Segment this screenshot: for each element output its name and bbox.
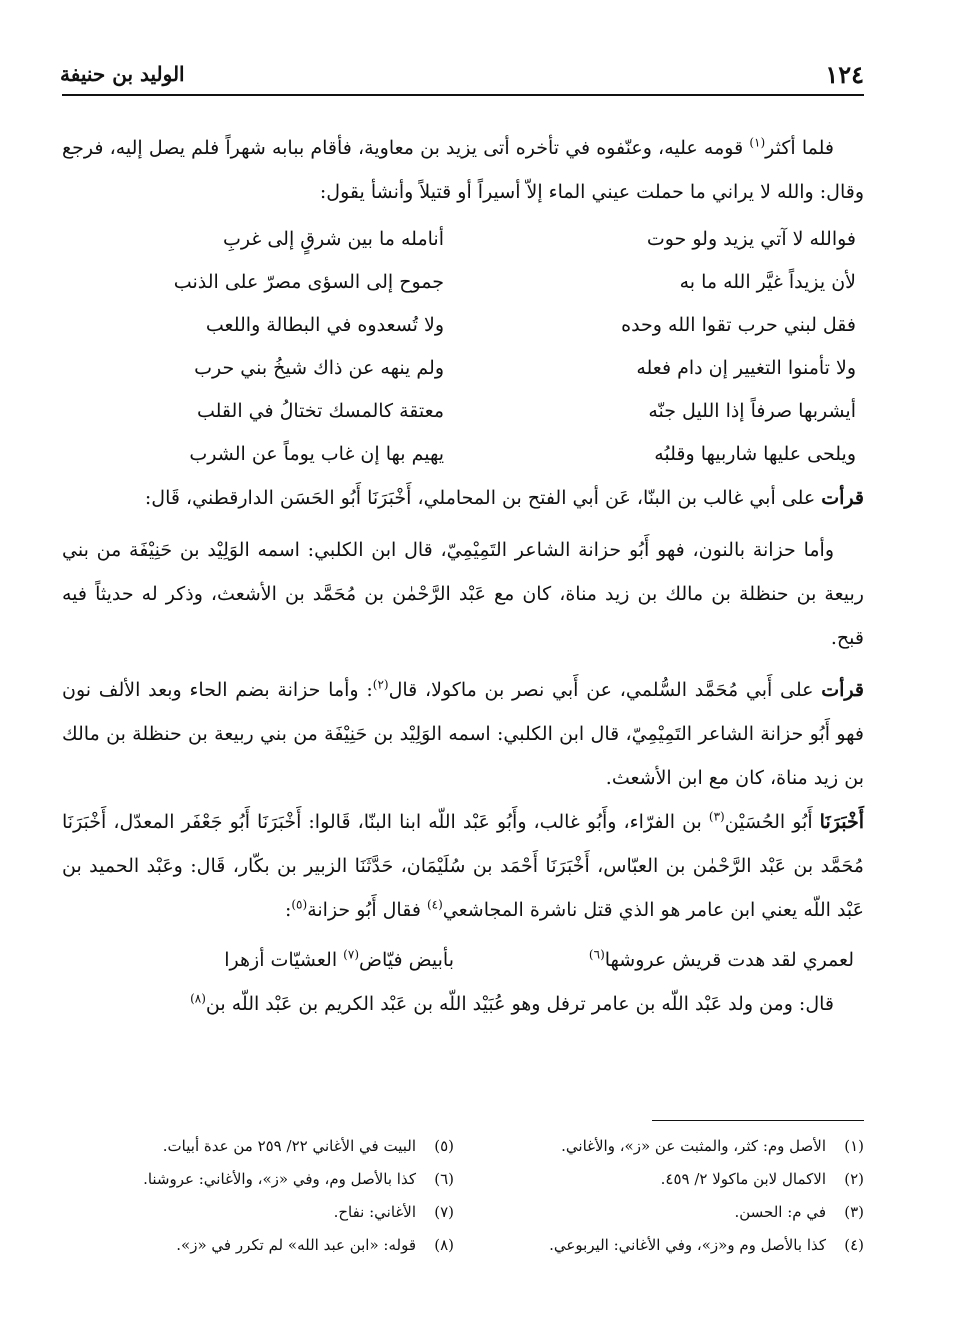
single-verse-first [589, 938, 854, 982]
verse-first-hemistich: لأن يزيداً غيَّر الله ما به [679, 271, 856, 293]
footnote-item [74, 1130, 454, 1163]
paragraph-4 [62, 668, 864, 800]
verse-row [62, 433, 864, 476]
footnote-number: (١) [844, 1137, 864, 1155]
p5-text-a: أَبُو الحُسَيْن [724, 811, 820, 833]
verse-row [62, 261, 864, 304]
footnote-ref-2[interactable]: (٢) [372, 677, 389, 692]
footnote-number: (٤) [844, 1236, 864, 1254]
p4-lead-word: قرأت [821, 679, 864, 701]
running-title: الوليد بن حنيفة [60, 62, 185, 86]
footnote-ref-7[interactable]: (٧) [343, 947, 359, 962]
footnote-item [74, 1163, 454, 1196]
footnote-item [484, 1196, 864, 1229]
footnote-text: الاكمال لابن ماكولا ٢/ ٤٥٩. [660, 1170, 826, 1188]
single-verse-second [224, 938, 454, 982]
verse-first-hemistich: فقل لبني حرب تقوا الله وحده [621, 314, 856, 336]
footnotes-right-column [484, 1130, 864, 1262]
footnote-text: في م: الحسن. [734, 1203, 826, 1221]
p1-text-a: فلما أكثر [765, 137, 834, 159]
footnote-text: الأغاني: نفاح. [333, 1203, 416, 1221]
footnote-item [484, 1229, 864, 1262]
verse-second-hemistich: ولا تُسعدوه في البطالة واللعب [205, 314, 444, 336]
footnote-ref-1[interactable]: (١) [749, 135, 766, 150]
footnote-ref-8[interactable]: (٨) [190, 991, 206, 1006]
verse-first-hemistich: أيشربها صرفاً إذا الليل جنّه [648, 400, 856, 422]
footnote-text: الأصل وم: كثر، والمثبت عن «ز»، والأغاني. [561, 1137, 826, 1155]
footnote-text: قوله: «ابن عبد الله» لم تكرر في «ز». [176, 1236, 416, 1254]
paragraph-1 [62, 126, 864, 214]
footnote-number: (٧) [434, 1203, 454, 1221]
single-verse [62, 938, 864, 982]
p4-text-a: على أَبي مُحَمَّد السُّلمي، عن أَبي نصر بن ماكولا، قال [388, 679, 822, 701]
verse-second-hemistich: معتقة كالمسك تختالُ في القلب [196, 400, 444, 422]
single-verse-second-text-b: العشيّات أزهرا [224, 949, 344, 971]
verse-second-hemistich: جموح إلى السؤى مصرّ على الذنب [173, 271, 444, 293]
paragraph-3: وأما حزانة بالنون، فهو أَبُو حزانة الشاعر التَمِيْمِيّ، قال ابن الكلبي: اسمه الوَلِيْد بن حَنِيْفَة من بني ربيعة بن حنظلة بن مالك بن زيد مناة، كان مع عَبْد الرَّحْمٰن بن مُحَمَّد بن الأشعث، وذكر له حديثاً فيه قبح. [62, 539, 864, 649]
p2-text: على أبي غالب بن البنّا، عَن أبي الفتح بن المحاملي، أَخْبَرَنَا أَبُو الحَسَن الدارقطني، قَال: [144, 487, 822, 509]
footnote-item [74, 1196, 454, 1229]
verse-first-hemistich: ولا تأمنوا التغيير إن دام فعله [636, 357, 856, 379]
p6-text: قال: ومن ولد عَبْد اللّه بن عامر ترفل وهو عُبَيْد اللّه بن عَبْد الكريم بن عَبْد اللّه بن [205, 993, 834, 1015]
verse-row [62, 218, 864, 261]
footnote-number: (٣) [844, 1203, 864, 1221]
page-number: ١٢٤ [825, 60, 864, 89]
page-header [60, 56, 864, 92]
p5-text-c: فقال أَبُو حزانة [307, 899, 427, 921]
footnote-item [484, 1163, 864, 1196]
footnote-ref-6[interactable]: (٦) [588, 947, 605, 962]
p2-lead-word: قرأت [821, 487, 864, 509]
poem-verses [62, 218, 864, 476]
main-text [62, 126, 864, 1026]
footnote-number: (٨) [434, 1236, 454, 1254]
footnote-text: البيت في الأغاني ٢٢/ ٢٥٩ من عدة أبيات. [162, 1137, 416, 1155]
p1-text-b: قومه عليه، وعنّفوه في تأخره أتى يزيد بن معاوية، فأقام ببابه شهراً فلم يصل إليه، فرجع وقال: والله لا يراني ما حملت عيني الماء إلاّ أسيراً أو قتيلاً وأنشأ يقول: [62, 137, 864, 203]
footnote-text: كذا بالأصل وم و«ز»، وفي الأغاني: اليربوعي. [549, 1236, 826, 1254]
footnote-item [484, 1130, 864, 1163]
footnotes-left-column [74, 1130, 454, 1262]
footnote-rule [652, 1120, 864, 1121]
footnote-number: (٥) [434, 1137, 454, 1155]
paragraph-5 [62, 800, 864, 932]
p4-text-b: : وأما حزانة بضم الحاء وبعد الألف نون فهو أَبُو حزانة الشاعر التَمِيْمِيّ، قال ابن الكلبي: اسمه الوَلِيْد بن حَنِيْفَة من بني ربيعة بن حنظلة بن مالك بن زيد مناة، كان مع ابن الأشعث. [62, 679, 864, 789]
single-verse-second-text-a: بأبيض فيّاض [359, 949, 454, 971]
verse-row [62, 304, 864, 347]
paragraph-2 [62, 476, 864, 520]
verse-row [62, 390, 864, 433]
verse-row [62, 347, 864, 390]
header-rule [62, 94, 864, 96]
p5-text-b: بن الفرّاء، وأَبُو غالب، وأَبُو عَبْد اللّه ابنا البنّا، قَالوا: أَخْبَرَنَا أَبُو جَعْفَر المعدّل، أَخْبَرَنَا مُحَمَّد بن عَبْد الرَّحْمٰن بن العبّاس، أَخْبَرَنَا أَحْمَد بن سُلَيْمَان، حَدَّثَنَا الزبير بن بكّار، قَال: وعَبْد الحميد بن عَبْد اللّه يعني ابن عامر هو الذي قتل ناشرة المجاشعي [62, 811, 864, 921]
single-verse-first-text: لعمري لقد هدت قريش عروشها [604, 949, 854, 971]
verse-first-hemistich: ويلحى عليها شاربيها وقلبُه [654, 443, 856, 465]
footnotes [62, 1130, 864, 1270]
p5-text-d: : [284, 899, 292, 921]
footnote-ref-3[interactable]: (٣) [708, 809, 725, 824]
verse-first-hemistich: فوالله لا آتي يزيد ولو حوت [646, 228, 856, 250]
footnote-number: (٢) [844, 1170, 864, 1188]
footnote-number: (٦) [434, 1170, 454, 1188]
verse-second-hemistich: يهيم بها إن غاب يوماً عن الشرب [189, 443, 444, 465]
paragraph-6 [62, 982, 864, 1026]
p5-lead-word: أَخْبَرَنَا [819, 811, 864, 833]
verse-second-hemistich: أنامله ما بين شرقٍ إلى غربِ [222, 228, 444, 250]
verse-second-hemistich: ولم ينهه عن ذاك شيخُ بني حرب [194, 357, 444, 379]
footnote-ref-4[interactable]: (٤) [426, 897, 443, 912]
footnote-ref-5[interactable]: (٥) [291, 897, 308, 912]
footnote-item [74, 1229, 454, 1262]
footnote-text: كذا بالأصل وم، وفي «ز»، والأغاني: عروشنا. [143, 1170, 416, 1188]
